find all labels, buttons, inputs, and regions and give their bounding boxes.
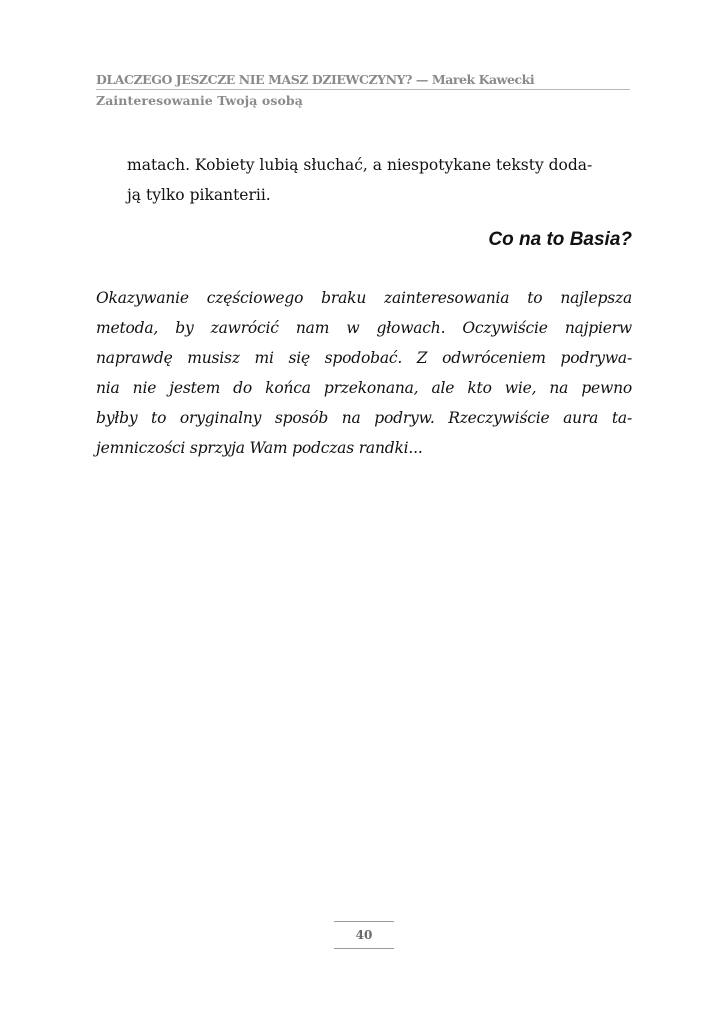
continuation-paragraph (127, 150, 633, 210)
page-number-bottom-rule (334, 948, 394, 949)
quote-paragraph (96, 283, 632, 463)
quote-line: metoda, by zawrócić nam w głowach. Oczywiście najpierw (96, 319, 632, 337)
paragraph-line: matach. Kobiety lubią słuchać, a niespotykane teksty doda- (127, 156, 593, 174)
chapter-title: Zainteresowanie Twoją osobą (96, 93, 303, 108)
running-header (96, 72, 630, 109)
paragraph-line: ją tylko pikanterii. (127, 186, 271, 204)
section-heading: Co na to Basia? (488, 229, 632, 250)
page-number: 40 (355, 928, 373, 942)
quote-line: nia nie jestem do końca przekonana, ale kto wie, na pewno (96, 379, 632, 397)
quote-line: jemniczości sprzyja Wam podczas randki... (96, 439, 423, 457)
quote-line: Okazywanie częściowego braku zainteresowania to najlepsza (96, 289, 632, 307)
page-footer (334, 921, 394, 949)
book-title: DLACZEGO JESZCZE NIE MASZ DZIEWCZYNY? — Marek Kawecki (96, 72, 535, 87)
quote-line: byłby to oryginalny sposób na podryw. Rzeczywiście aura ta- (96, 409, 632, 427)
quote-line: naprawdę musisz mi się spodobać. Z odwróceniem podrywa- (96, 349, 632, 367)
header-divider (96, 89, 630, 90)
